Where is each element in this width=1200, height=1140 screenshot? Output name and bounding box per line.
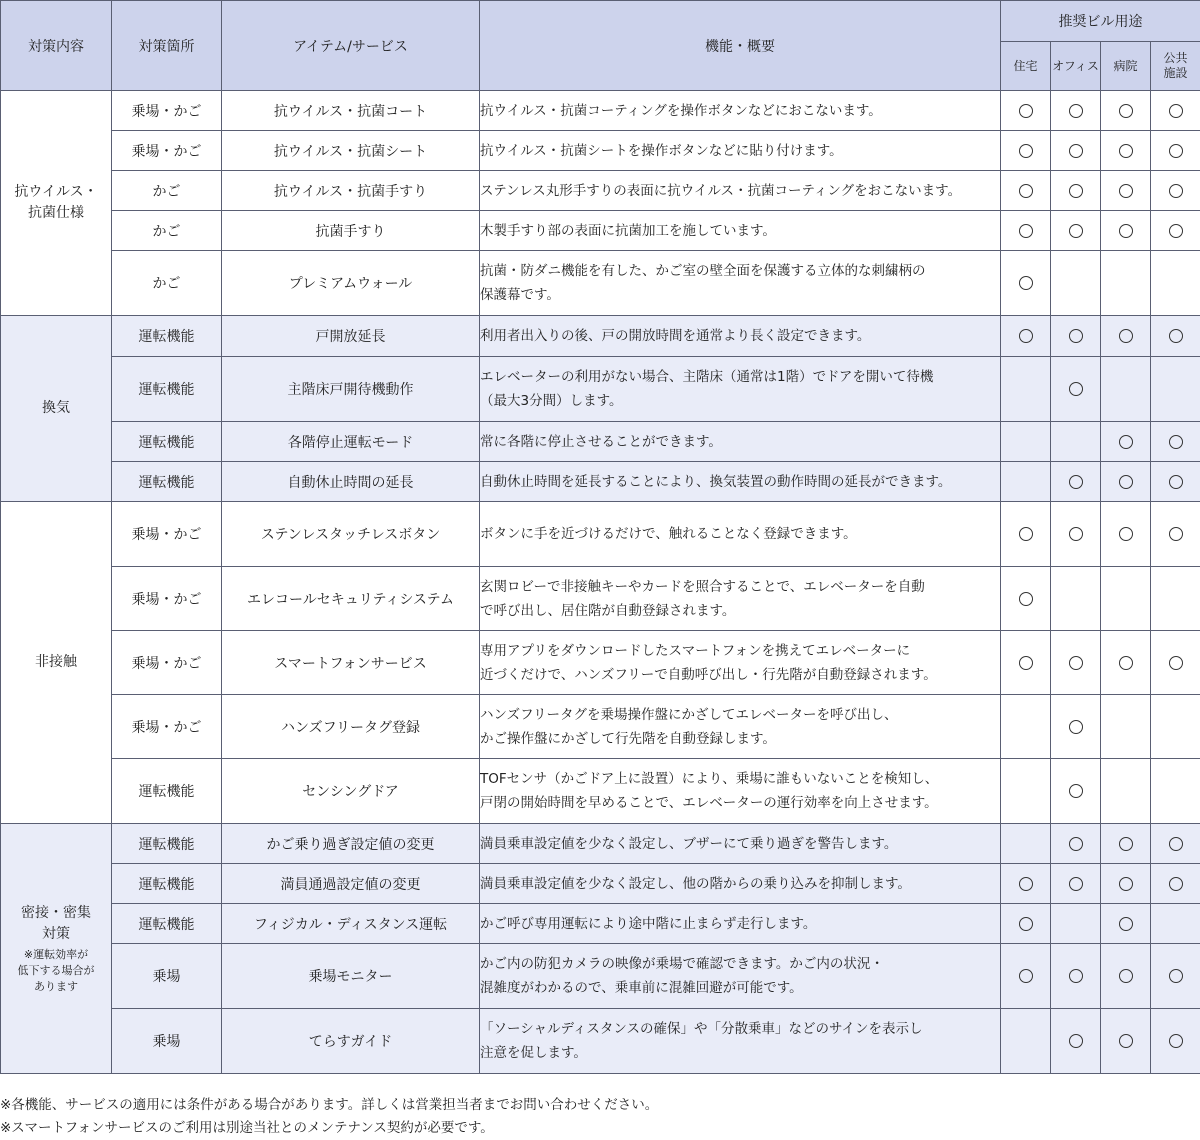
mark-cell-home [1001, 131, 1051, 171]
circle-mark-icon [1169, 1034, 1183, 1048]
circle-mark-icon [1069, 969, 1083, 983]
header-office: オフィス [1051, 42, 1101, 91]
description-cell: 抗菌・防ダニ機能を有した、かご室の壁全面を保護する立体的な刺繍柄の 保護幕です。 [480, 251, 1001, 316]
item-cell: 乗場モニター [222, 944, 480, 1009]
mark-cell-office [1051, 824, 1101, 864]
mark-cell-office [1051, 211, 1101, 251]
item-cell: センシングドア [222, 759, 480, 824]
table-row [1, 944, 1200, 1009]
description-cell: 満員乗車設定値を少なく設定し、他の階からの乗り込みを抑制します。 [480, 864, 1001, 904]
mark-cell-hospital [1101, 357, 1151, 422]
mark-cell-home [1001, 824, 1051, 864]
circle-mark-icon [1069, 837, 1083, 851]
item-cell: 抗ウイルス・抗菌シート [222, 131, 480, 171]
mark-cell-office [1051, 131, 1101, 171]
circle-mark-icon [1169, 656, 1183, 670]
table-row [1, 631, 1200, 695]
mark-cell-public [1151, 251, 1200, 316]
description-cell: 常に各階に停止させることができます。 [480, 422, 1001, 462]
mark-cell-home [1001, 316, 1051, 357]
table-row [1, 422, 1200, 462]
description-cell: 利用者出入りの後、戸の開放時間を通常より長く設定できます。 [480, 316, 1001, 357]
description-cell: 満員乗車設定値を少なく設定し、ブザーにて乗り過ぎを警告します。 [480, 824, 1001, 864]
footnotes [0, 1094, 658, 1140]
place-cell: 運転機能 [112, 357, 222, 422]
circle-mark-icon [1119, 224, 1133, 238]
item-cell: ハンズフリータグ登録 [222, 695, 480, 759]
circle-mark-icon [1069, 382, 1083, 396]
mark-cell-office [1051, 695, 1101, 759]
mark-cell-home [1001, 462, 1051, 502]
header-recommended-building: 推奨ビル用途 [1001, 1, 1200, 42]
mark-cell-home [1001, 357, 1051, 422]
circle-mark-icon [1069, 104, 1083, 118]
mark-cell-hospital [1101, 631, 1151, 695]
table-row [1, 357, 1200, 422]
mark-cell-hospital [1101, 251, 1151, 316]
place-cell: 乗場・かご [112, 567, 222, 631]
circle-mark-icon [1169, 969, 1183, 983]
item-cell: てらすガイド [222, 1009, 480, 1074]
circle-mark-icon [1119, 144, 1133, 158]
header-category: 対策内容 [1, 1, 112, 91]
mark-cell-home [1001, 864, 1051, 904]
place-cell: 乗場・かご [112, 502, 222, 567]
circle-mark-icon [1119, 877, 1133, 891]
circle-mark-icon [1069, 527, 1083, 541]
mark-cell-public [1151, 904, 1200, 944]
place-cell: 運転機能 [112, 864, 222, 904]
circle-mark-icon [1169, 475, 1183, 489]
mark-cell-hospital [1101, 131, 1151, 171]
circle-mark-icon [1119, 475, 1133, 489]
header-place: 対策箇所 [112, 1, 222, 91]
place-cell: 乗場・かご [112, 91, 222, 131]
description-cell: 自動休止時間を延長することにより、換気装置の動作時間の延長ができます。 [480, 462, 1001, 502]
circle-mark-icon [1069, 877, 1083, 891]
circle-mark-icon [1069, 1034, 1083, 1048]
description-cell: ハンズフリータグを乗場操作盤にかざしてエレベーターを呼び出し、 かご操作盤にかざして行先階を自動登録します。 [480, 695, 1001, 759]
mark-cell-home [1001, 251, 1051, 316]
table-row [1, 91, 1200, 131]
mark-cell-office [1051, 251, 1101, 316]
circle-mark-icon [1019, 329, 1033, 343]
circle-mark-icon [1169, 435, 1183, 449]
mark-cell-office [1051, 462, 1101, 502]
circle-mark-icon [1019, 184, 1033, 198]
circle-mark-icon [1069, 656, 1083, 670]
item-cell: 満員通過設定値の変更 [222, 864, 480, 904]
mark-cell-hospital [1101, 91, 1151, 131]
mark-cell-hospital [1101, 824, 1151, 864]
circle-mark-icon [1069, 144, 1083, 158]
circle-mark-icon [1119, 104, 1133, 118]
item-cell: 各階停止運転モード [222, 422, 480, 462]
circle-mark-icon [1119, 969, 1133, 983]
mark-cell-office [1051, 904, 1101, 944]
circle-mark-icon [1119, 329, 1133, 343]
mark-cell-home [1001, 944, 1051, 1009]
circle-mark-icon [1169, 224, 1183, 238]
header-description: 機能・概要 [480, 1, 1001, 91]
circle-mark-icon [1019, 224, 1033, 238]
circle-mark-icon [1069, 475, 1083, 489]
mark-cell-home [1001, 904, 1051, 944]
place-cell: かご [112, 251, 222, 316]
circle-mark-icon [1169, 329, 1183, 343]
mark-cell-hospital [1101, 1009, 1151, 1074]
mark-cell-public [1151, 422, 1200, 462]
mark-cell-home [1001, 567, 1051, 631]
place-cell: 乗場 [112, 1009, 222, 1074]
mark-cell-hospital [1101, 759, 1151, 824]
mark-cell-office [1051, 1009, 1101, 1074]
mark-cell-public [1151, 944, 1200, 1009]
mark-cell-home [1001, 91, 1051, 131]
table-row [1, 824, 1200, 864]
mark-cell-office [1051, 944, 1101, 1009]
mark-cell-home [1001, 211, 1051, 251]
circle-mark-icon [1069, 784, 1083, 798]
header-home: 住宅 [1001, 42, 1051, 91]
table-row [1, 904, 1200, 944]
item-cell: ステンレスタッチレスボタン [222, 502, 480, 567]
header-item: アイテム/サービス [222, 1, 480, 91]
mark-cell-hospital [1101, 462, 1151, 502]
description-cell: 抗ウイルス・抗菌シートを操作ボタンなどに貼り付けます。 [480, 131, 1001, 171]
mark-cell-office [1051, 864, 1101, 904]
circle-mark-icon [1169, 144, 1183, 158]
table-row [1, 864, 1200, 904]
circle-mark-icon [1119, 917, 1133, 931]
description-cell: ボタンに手を近づけるだけで、触れることなく登録できます。 [480, 502, 1001, 567]
mark-cell-office [1051, 502, 1101, 567]
mark-cell-public [1151, 316, 1200, 357]
description-cell: 玄関ロビーで非接触キーやカードを照合することで、エレベーターを自動 で呼び出し、居住階が自動登録されます。 [480, 567, 1001, 631]
circle-mark-icon [1019, 969, 1033, 983]
mark-cell-public [1151, 631, 1200, 695]
mark-cell-home [1001, 759, 1051, 824]
circle-mark-icon [1119, 1034, 1133, 1048]
circle-mark-icon [1169, 837, 1183, 851]
mark-cell-public [1151, 357, 1200, 422]
description-cell: エレベーターの利用がない場合、主階床（通常は1階）でドアを開いて待機 （最大3分間）します。 [480, 357, 1001, 422]
mark-cell-public [1151, 824, 1200, 864]
item-cell: スマートフォンサービス [222, 631, 480, 695]
place-cell: 乗場 [112, 944, 222, 1009]
circle-mark-icon [1169, 877, 1183, 891]
place-cell: 乗場・かご [112, 695, 222, 759]
circle-mark-icon [1019, 592, 1033, 606]
circle-mark-icon [1169, 104, 1183, 118]
circle-mark-icon [1169, 184, 1183, 198]
mark-cell-office [1051, 171, 1101, 211]
circle-mark-icon [1119, 527, 1133, 541]
place-cell: かご [112, 211, 222, 251]
footnote: ※スマートフォンサービスのご利用は別途当社とのメンテナンス契約が必要です。 [0, 1120, 494, 1136]
table-row [1, 251, 1200, 316]
table-row [1, 171, 1200, 211]
place-cell: 運転機能 [112, 316, 222, 357]
place-cell: 運転機能 [112, 759, 222, 824]
table-body [1, 91, 1200, 1074]
mark-cell-office [1051, 567, 1101, 631]
mark-cell-office [1051, 422, 1101, 462]
mark-cell-hospital [1101, 904, 1151, 944]
header-hospital: 病院 [1101, 42, 1151, 91]
mark-cell-hospital [1101, 695, 1151, 759]
mark-cell-public [1151, 91, 1200, 131]
circle-mark-icon [1019, 917, 1033, 931]
mark-cell-hospital [1101, 502, 1151, 567]
place-cell: 乗場・かご [112, 631, 222, 695]
table-row [1, 131, 1200, 171]
table-row [1, 695, 1200, 759]
description-cell: 「ソーシャルディスタンスの確保」や「分散乗車」などのサインを表示し 注意を促します。 [480, 1009, 1001, 1074]
mark-cell-hospital [1101, 422, 1151, 462]
mark-cell-office [1051, 316, 1101, 357]
mark-cell-public [1151, 864, 1200, 904]
description-cell: TOFセンサ（かごドア上に設置）により、乗場に誰もいないことを検知し、 戸閉の開始時間を早めることで、エレベーターの運行効率を向上させます。 [480, 759, 1001, 824]
place-cell: 乗場・かご [112, 131, 222, 171]
category-note: ※運転効率が 低下する場合が あります [17, 947, 95, 993]
mark-cell-office [1051, 91, 1101, 131]
description-cell: ステンレス丸形手すりの表面に抗ウイルス・抗菌コーティングをおこないます。 [480, 171, 1001, 211]
place-cell: 運転機能 [112, 904, 222, 944]
mark-cell-hospital [1101, 864, 1151, 904]
mark-cell-public [1151, 211, 1200, 251]
circle-mark-icon [1169, 527, 1183, 541]
mark-cell-hospital [1101, 171, 1151, 211]
category-cell: 非接触 [1, 502, 112, 824]
header-public-facility: 公共 施設 [1151, 42, 1200, 91]
item-cell: プレミアムウォール [222, 251, 480, 316]
mark-cell-public [1151, 171, 1200, 211]
item-cell: フィジカル・ディスタンス運転 [222, 904, 480, 944]
circle-mark-icon [1119, 837, 1133, 851]
category-cell: 抗ウイルス・ 抗菌仕様 [1, 91, 112, 316]
item-cell: 自動休止時間の延長 [222, 462, 480, 502]
circle-mark-icon [1069, 184, 1083, 198]
mark-cell-office [1051, 759, 1101, 824]
item-cell: 戸開放延長 [222, 316, 480, 357]
description-cell: かご内の防犯カメラの映像が乗場で確認できます。かご内の状況・ 混雑度がわかるので、乗車前に混雑回避が可能です。 [480, 944, 1001, 1009]
circle-mark-icon [1019, 276, 1033, 290]
circle-mark-icon [1069, 224, 1083, 238]
table-row [1, 316, 1200, 357]
mark-cell-public [1151, 1009, 1200, 1074]
mark-cell-public [1151, 567, 1200, 631]
place-cell: 運転機能 [112, 422, 222, 462]
category-cell: 換気 [1, 316, 112, 502]
table-row [1, 211, 1200, 251]
table-row [1, 1009, 1200, 1074]
mark-cell-home [1001, 422, 1051, 462]
circle-mark-icon [1019, 656, 1033, 670]
place-cell: 運転機能 [112, 824, 222, 864]
mark-cell-hospital [1101, 316, 1151, 357]
mark-cell-office [1051, 357, 1101, 422]
circle-mark-icon [1119, 656, 1133, 670]
mark-cell-hospital [1101, 211, 1151, 251]
mark-cell-hospital [1101, 567, 1151, 631]
table-row [1, 462, 1200, 502]
mark-cell-office [1051, 631, 1101, 695]
item-cell: 主階床戸開待機動作 [222, 357, 480, 422]
mark-cell-public [1151, 462, 1200, 502]
description-cell: 抗ウイルス・抗菌コーティングを操作ボタンなどにおこないます。 [480, 91, 1001, 131]
circle-mark-icon [1019, 144, 1033, 158]
mark-cell-home [1001, 502, 1051, 567]
circle-mark-icon [1019, 104, 1033, 118]
circle-mark-icon [1069, 329, 1083, 343]
mark-cell-home [1001, 1009, 1051, 1074]
item-cell: 抗ウイルス・抗菌手すり [222, 171, 480, 211]
table-row [1, 502, 1200, 567]
item-cell: 抗菌手すり [222, 211, 480, 251]
mark-cell-public [1151, 131, 1200, 171]
description-cell: かご呼び専用運転により途中階に止まらず走行します。 [480, 904, 1001, 944]
mark-cell-public [1151, 695, 1200, 759]
table-row [1, 567, 1200, 631]
description-cell: 専用アプリをダウンロードしたスマートフォンを携えてエレベーターに 近づくだけで、ハンズフリーで自動呼び出し・行先階が自動登録されます。 [480, 631, 1001, 695]
circle-mark-icon [1069, 720, 1083, 734]
item-cell: エレコールセキュリティシステム [222, 567, 480, 631]
description-cell: 木製手すり部の表面に抗菌加工を施しています。 [480, 211, 1001, 251]
circle-mark-icon [1019, 877, 1033, 891]
footnote: ※各機能、サービスの適用には条件がある場合があります。詳しくは営業担当者までお問い合わせください。 [0, 1097, 659, 1113]
mark-cell-home [1001, 695, 1051, 759]
mark-cell-home [1001, 631, 1051, 695]
circle-mark-icon [1119, 435, 1133, 449]
mark-cell-hospital [1101, 944, 1151, 1009]
place-cell: かご [112, 171, 222, 211]
mark-cell-public [1151, 502, 1200, 567]
item-cell: 抗ウイルス・抗菌コート [222, 91, 480, 131]
mark-cell-public [1151, 759, 1200, 824]
place-cell: 運転機能 [112, 462, 222, 502]
mark-cell-home [1001, 171, 1051, 211]
circle-mark-icon [1019, 527, 1033, 541]
table-row [1, 759, 1200, 824]
category-cell: 密接・密集 対策 ※運転効率が 低下する場合が あります [1, 824, 112, 1074]
item-cell: かご乗り過ぎ設定値の変更 [222, 824, 480, 864]
circle-mark-icon [1119, 184, 1133, 198]
